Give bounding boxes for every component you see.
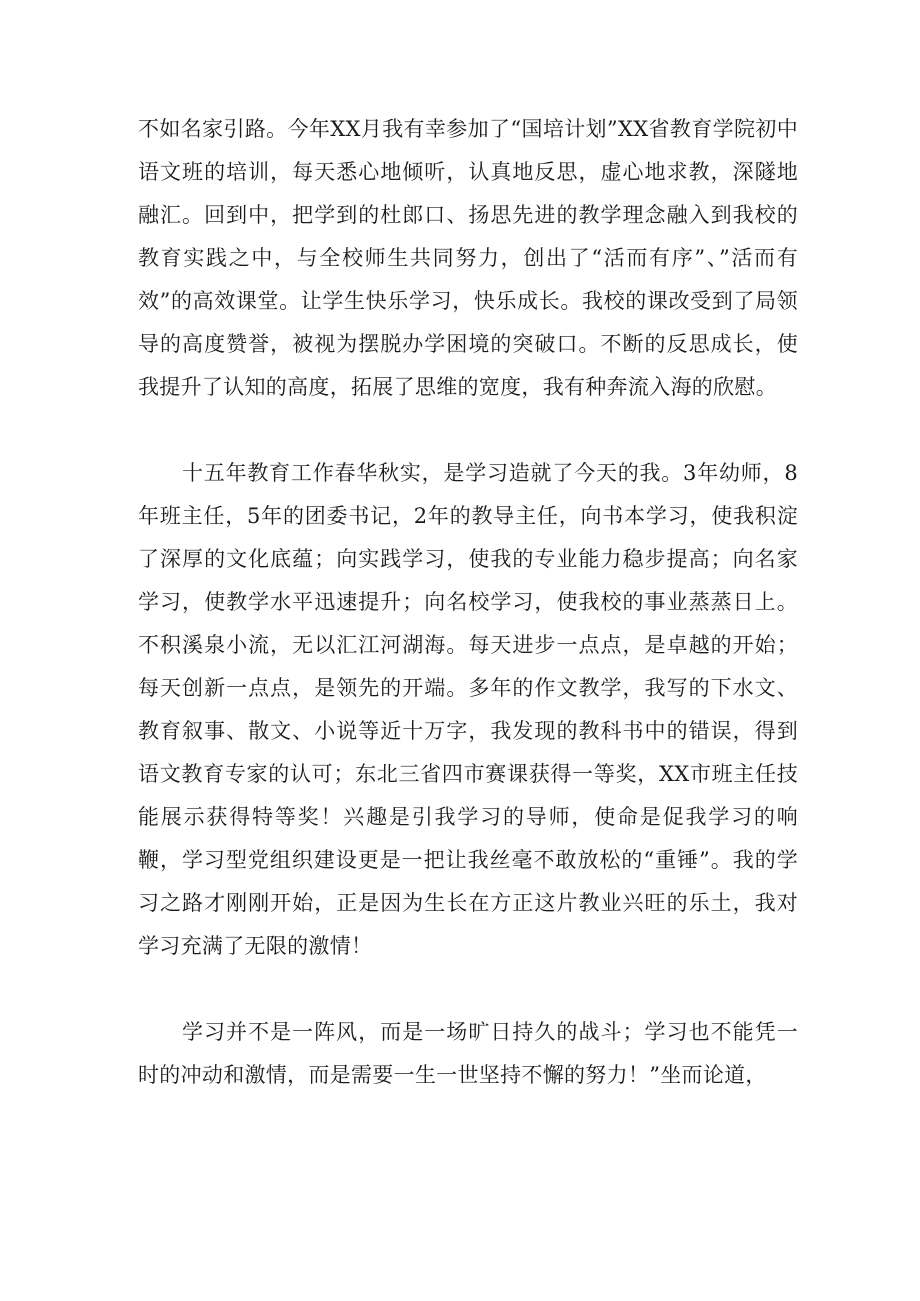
paragraph-gap [138,409,798,452]
document-body [138,108,798,1097]
paragraph-gap [138,968,798,1011]
paragraph-2: 十五年教育工作春华秋实，是学习造就了今天的我。3年幼师，8年班主任，5年的团委书记，2年的教导主任，向书本学习，使我积淀了深厚的文化底蕴；向实践学习，使我的专业能力稳步提高；向名家学习，使教学水平迅速提升；向名校学习，使我校的事业蒸蒸日上。不积溪泉小流，无以汇江河湖海。每天进步一点点，是卓越的开始；每天创新一点点，是领先的开端。多年的作文教学，我写的下水文、教育叙事、散文、小说等近十万字，我发现的教科书中的错误，得到语文教育专家的认可；东北三省四市赛课获得一等奖，XX市班主任技能展示获得特等奖！兴趣是引我学习的导师，使命是促我学习的响鞭，学习型党组织建设更是一把让我丝毫不敢放松的“重锤”。我的学习之路才刚刚开始，正是因为生长在方正这片教业兴旺的乐土，我对学习充满了无限的激情！ [138,461,798,958]
paragraph-3: 学习并不是一阵风，而是一场旷日持久的战斗；学习也不能凭一时的冲动和激情，而是需要一生一世坚持不懈的努力！”坐而论道， [138,1020,798,1087]
paragraph-1: 不如名家引路。今年XX月我有幸参加了“国培计划”XX省教育学院初中语文班的培训，每天悉心地倾听，认真地反思，虚心地求教，深隧地融汇。回到中，把学到的杜郎口、扬思先进的教学理念融入到我校的教育实践之中，与全校师生共同努力，创出了“活而有序”、”活而有效”的高效课堂。让学生快乐学习，快乐成长。我校的课改受到了局领导的高度赞誉，被视为摆脱办学困境的突破口。不断的反思成长，使我提升了认知的高度，拓展了思维的宽度，我有种奔流入海的欣慰。 [138,117,798,399]
